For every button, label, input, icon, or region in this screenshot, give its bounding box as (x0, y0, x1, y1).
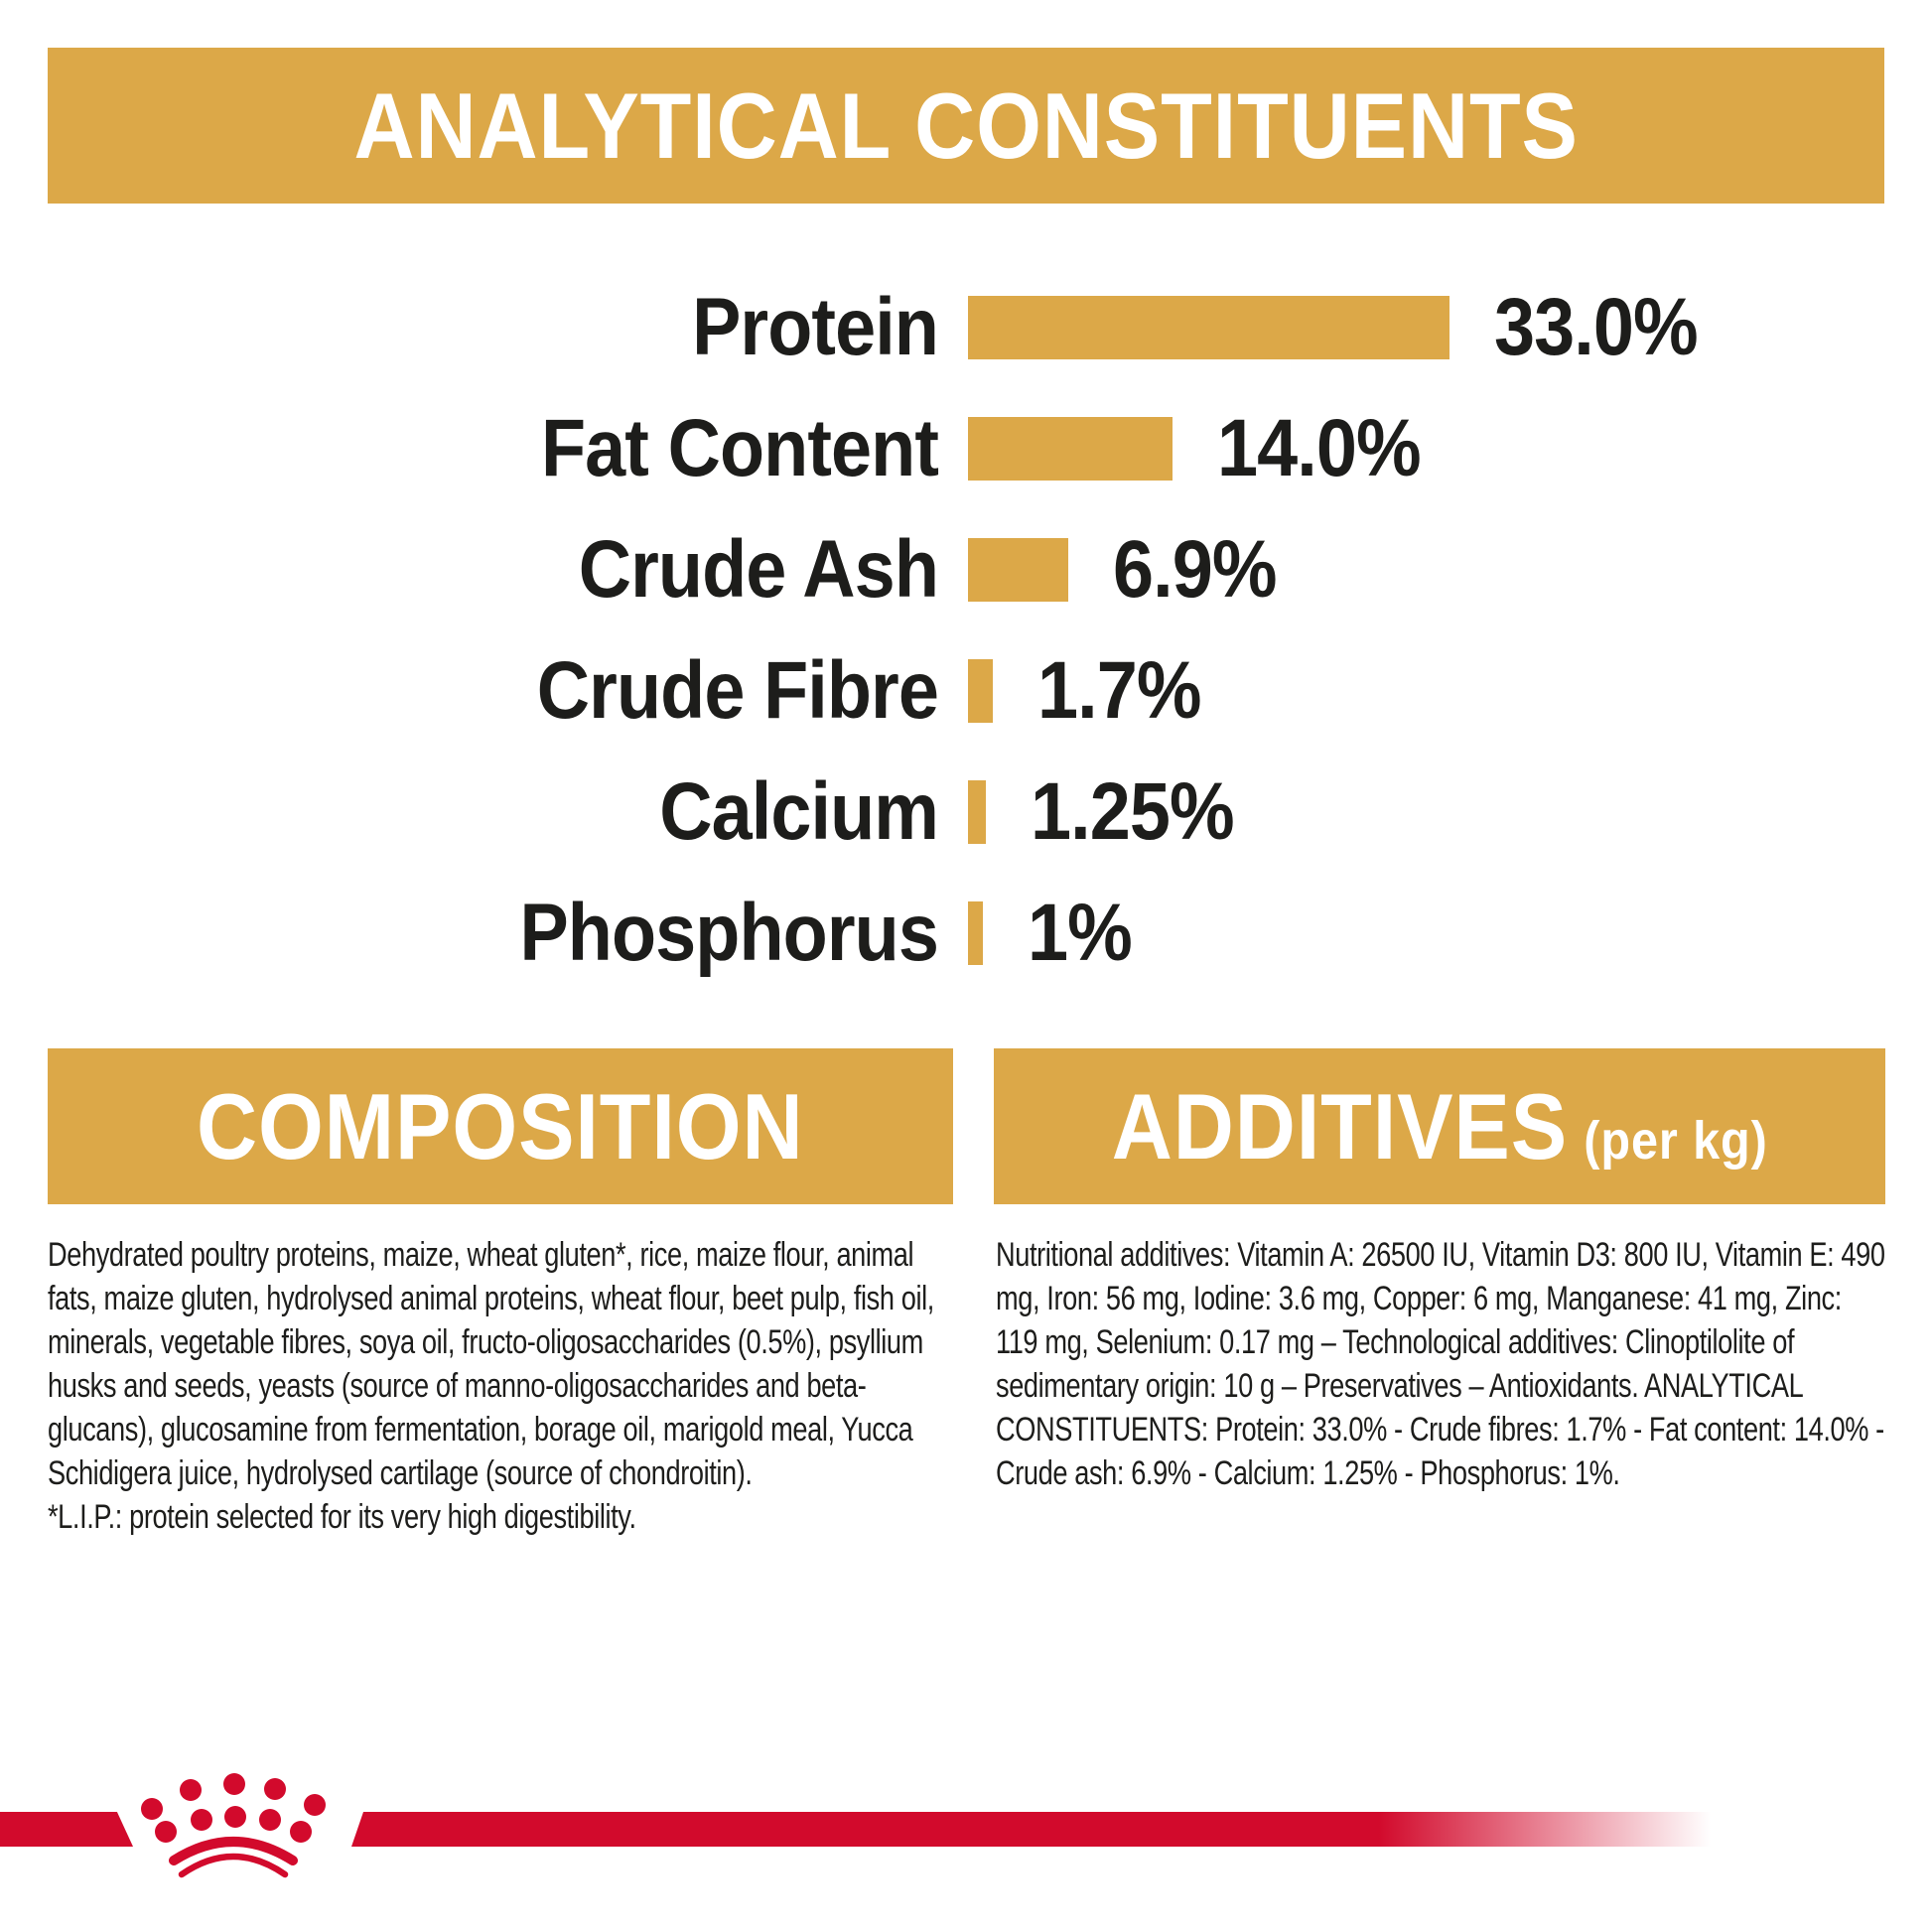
bar-phosphorus (968, 901, 983, 965)
bar-value: 1.7% (1037, 645, 1201, 736)
analytical-constituents-chart (0, 267, 1932, 994)
bar-value: 33.0% (1494, 282, 1698, 372)
composition-footnote: *L.I.P.: protein selected for its very high digestibility. (48, 1498, 636, 1536)
additives-title (1112, 1073, 1768, 1180)
additives-title-suffix: (per kg) (1584, 1110, 1768, 1171)
bar-value: 1.25% (1031, 766, 1234, 857)
analytical-constituents-banner (48, 48, 1884, 204)
bar-crude-fibre (968, 659, 993, 723)
additives-body: Nutritional additives: Vitamin A: 26500 IU, Vitamin D3: 800 IU, Vitamin E: 490 mg, Iron: 56 mg, Iodine: 3.6 mg, Copper: 6 mg, Manganese: 41 mg, Zinc: 119 mg, Selenium: 0.17 mg – Technological additives: Clinoptilolite of sedimentary origin: 10 g – Preservatives – Antioxidants. ANALYTICAL CONSTITUENTS: Protein: 33.0% - Crude fibres: 1.7% - Fat content: 14.0% - Crude ash: 6.9% - Calcium: 1.25% - Phosphorus: 1%. (996, 1236, 1885, 1492)
chart-row-protein (0, 267, 1932, 388)
chart-row-phosphorus (0, 873, 1932, 994)
additives-title-text: ADDITIVES (1111, 1073, 1568, 1178)
brand-stripe-right (351, 1812, 1932, 1847)
composition-text (48, 1233, 953, 1539)
composition-body: Dehydrated poultry proteins, maize, wheat gluten*, rice, maize flour, animal fats, maize gluten, hydrolysed animal proteins, wheat flour, beet pulp, fish oil, minerals, vegetable fibres, soya oil, fructo-oligosaccharides (0.5%), psyllium husks and seeds, yeasts (source of manno-oligosaccharides and beta-glucans), glucosamine from fermentation, borage oil, marigold meal, Yucca Schidigera juice, hydrolysed cartilage (source of chondroitin). (48, 1236, 934, 1492)
royal-canin-crown-logo (141, 1773, 326, 1878)
bar-label: Phosphorus (519, 888, 938, 978)
chart-row-fat-content (0, 388, 1932, 509)
bar-protein (968, 296, 1449, 359)
brand-stripe-left (0, 1812, 133, 1847)
bar-fat-content (968, 417, 1173, 481)
bar-label: Fat Content (540, 403, 938, 493)
additives-text (996, 1233, 1887, 1495)
bar-label: Crude Fibre (536, 645, 938, 736)
bar-value: 6.9% (1113, 524, 1277, 615)
bar-label: Crude Ash (578, 524, 938, 615)
chart-row-crude-ash (0, 509, 1932, 630)
composition-title: COMPOSITION (197, 1073, 804, 1178)
additives-banner (994, 1048, 1885, 1204)
bar-label: Protein (692, 282, 938, 372)
bar-crude-ash (968, 538, 1068, 602)
chart-row-calcium (0, 752, 1932, 873)
chart-row-crude-fibre (0, 630, 1932, 752)
bar-value: 1% (1028, 888, 1132, 978)
bar-calcium (968, 780, 986, 844)
page-title: ANALYTICAL CONSTITUENTS (353, 72, 1579, 178)
bar-value: 14.0% (1217, 403, 1421, 493)
bar-label: Calcium (659, 766, 938, 857)
composition-banner (48, 1048, 953, 1204)
